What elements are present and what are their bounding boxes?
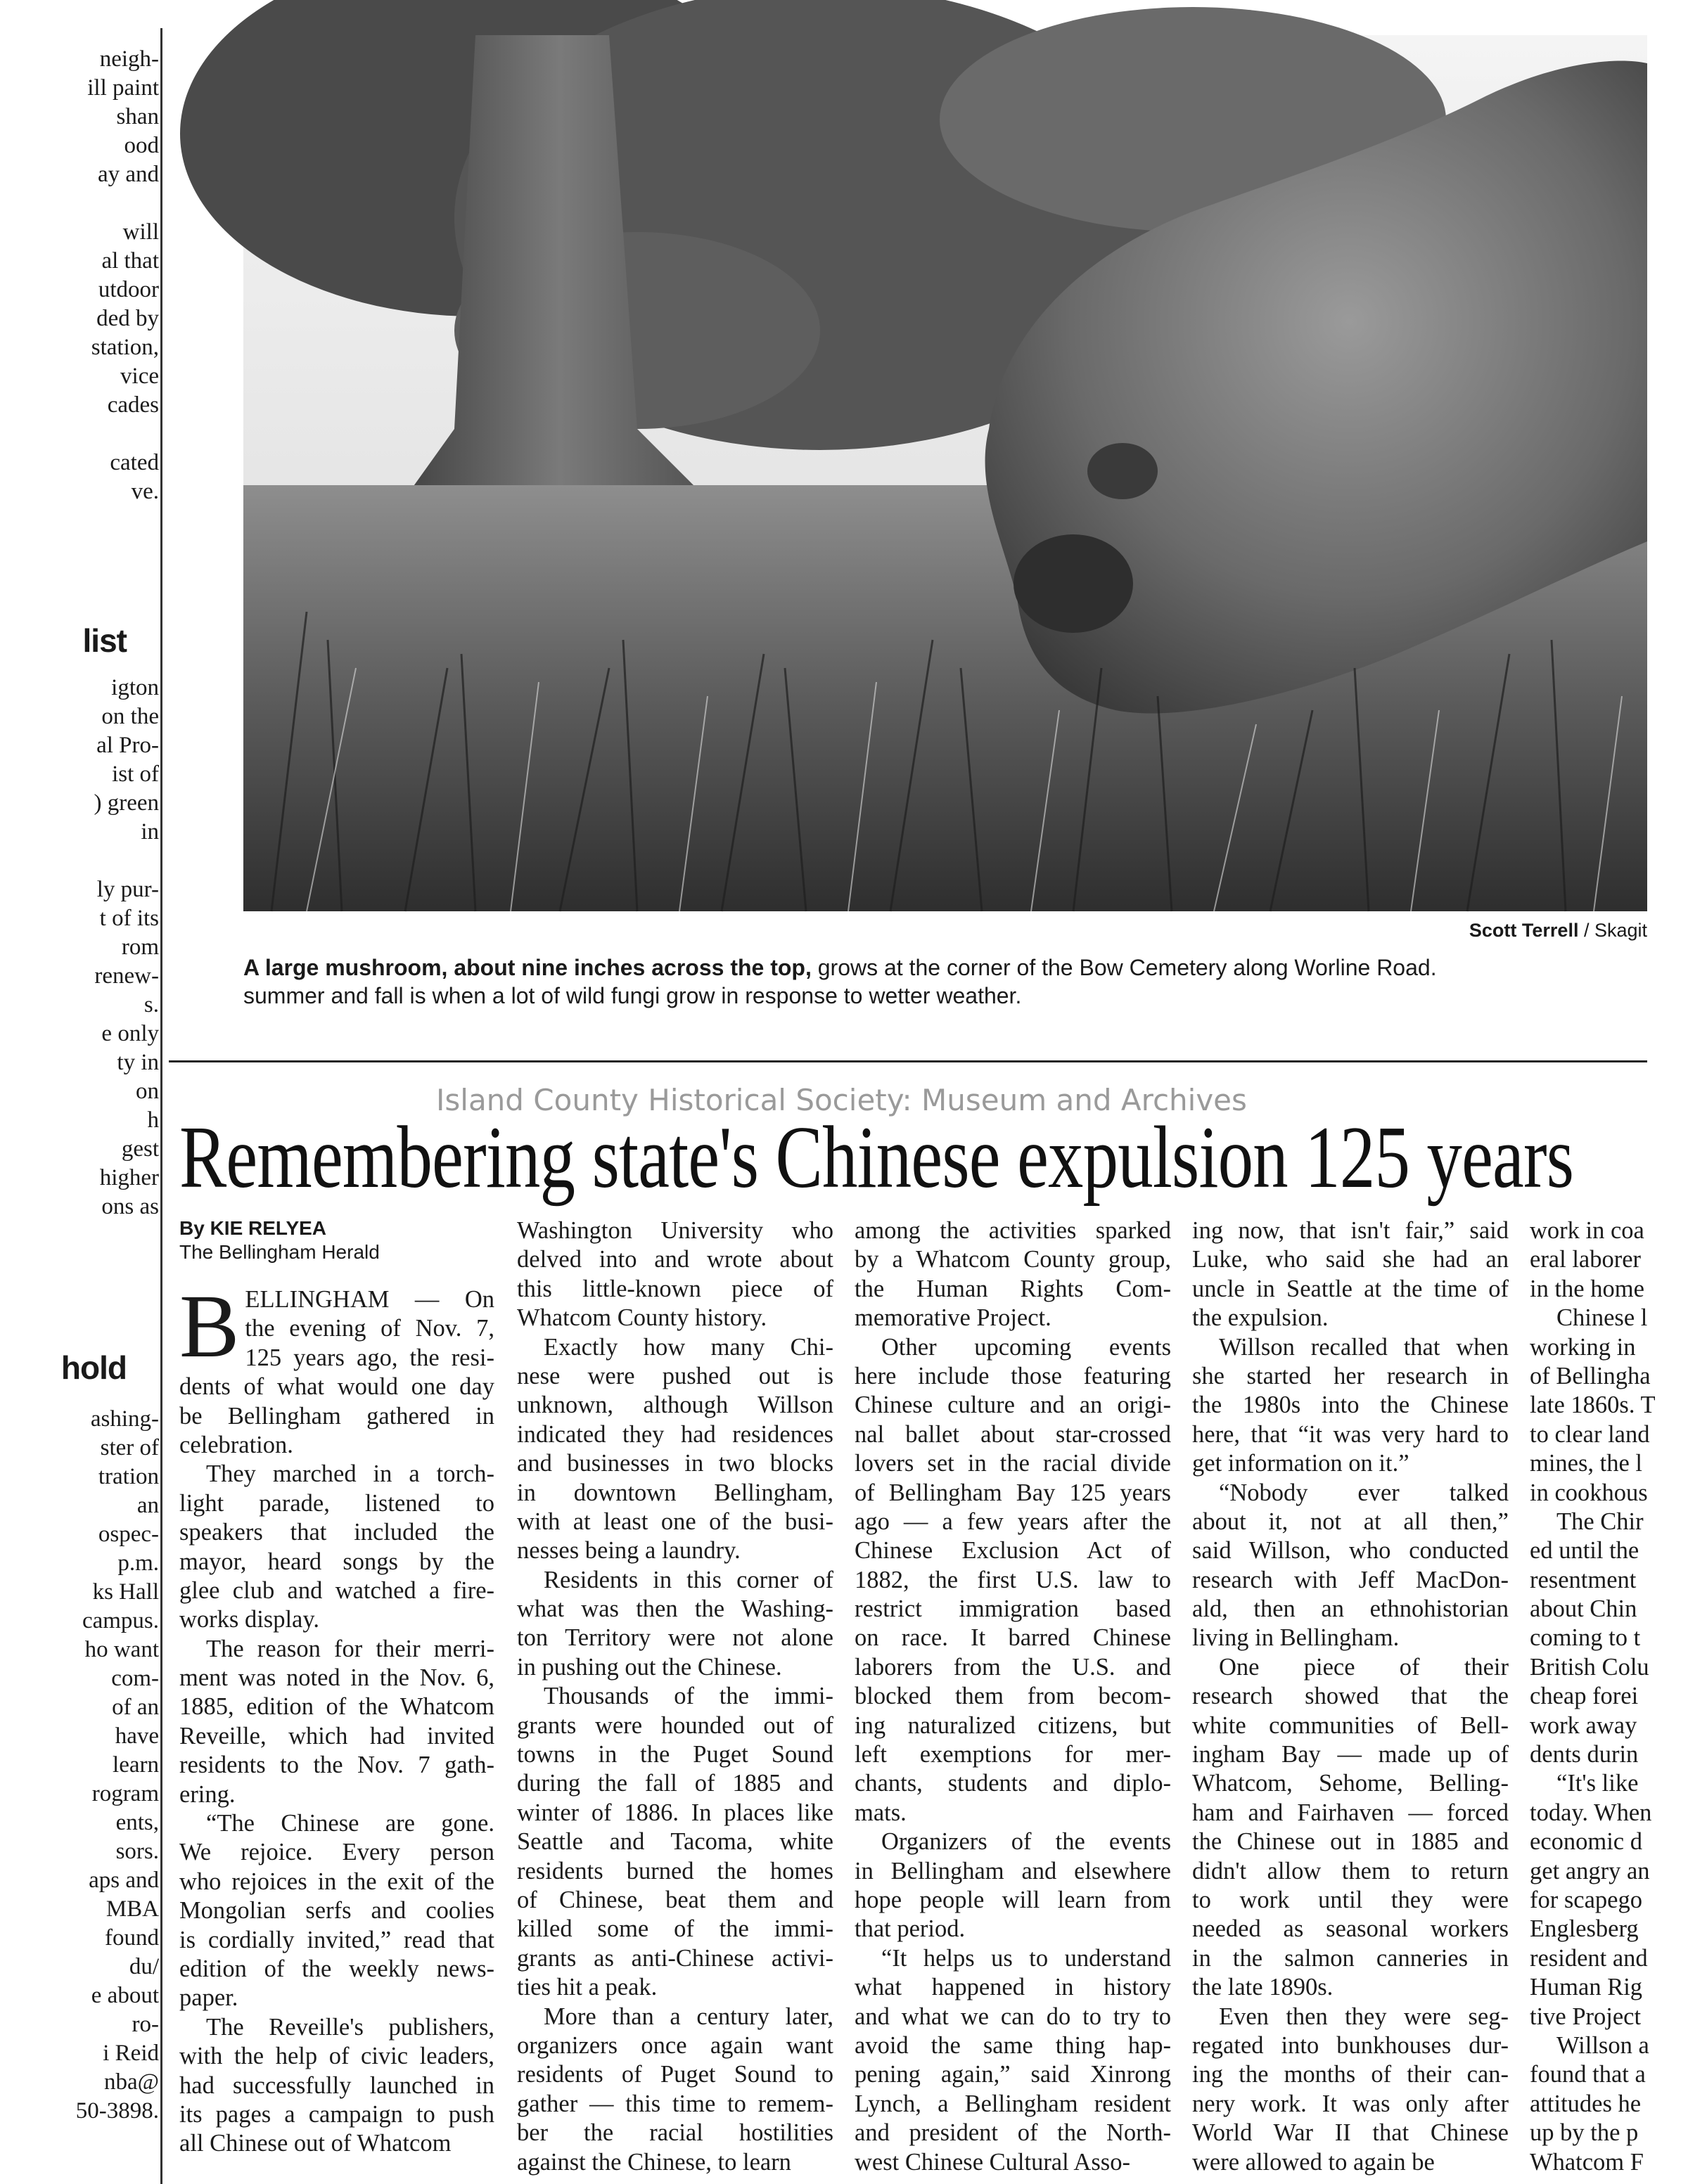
caption-lead: A large mushroom, about nine inches across the top, (243, 955, 812, 980)
article-line: indicated they had residences (517, 1420, 833, 1448)
publication-name: The Bellingham Herald (179, 1241, 380, 1263)
article-line: glee club and watched a fire- (179, 1576, 494, 1604)
article-line: Chinese culture and an origi- (855, 1392, 1171, 1419)
prev-article-line: i Reid (103, 2041, 159, 2066)
drop-cap: B (179, 1276, 240, 1376)
article-line: Whatcom F (1530, 2148, 1644, 2176)
article-line: unknown, although Willson (517, 1392, 833, 1419)
article-line: against the Chinese, to learn (517, 2148, 791, 2176)
article-line: cheap forei (1530, 1683, 1639, 1710)
article-line: nery work. It was only after (1192, 2090, 1509, 2117)
article-line: nese were pushed out is (517, 1362, 833, 1389)
article-line: light parade, listened to (179, 1489, 494, 1517)
prev-article-line (0, 189, 159, 218)
article-line: what was then the Washing- (517, 1595, 833, 1623)
prev-article-line: nba@ (103, 2069, 159, 2095)
article-line: Even then they were seg- (1219, 2003, 1509, 2030)
prev-article-line: rogram (91, 1781, 159, 1806)
prev-article-line: found (105, 1925, 159, 1951)
article-line: celebration. (179, 1431, 293, 1458)
prev-article-line: campus. (82, 1608, 159, 1633)
article-line: One piece of their (1219, 1653, 1509, 1681)
article-line: pening again,” said Xinrong (855, 2061, 1171, 2088)
prev-article-line: will (122, 219, 159, 245)
article-line: “The Chinese are gone. (206, 1810, 494, 1837)
prev-article-line: t of its (99, 906, 159, 931)
article-line: white communities of Bell- (1192, 1711, 1509, 1739)
article-line: ago — a few years after the (855, 1508, 1171, 1535)
prev-article-block-a (0, 45, 159, 506)
article-line: winter of 1886. In places like (517, 1799, 833, 1826)
article-line: Chinese Exclusion Act of (855, 1537, 1171, 1565)
article-line: attitudes he (1530, 2090, 1642, 2117)
prev-article-line: al Pro- (96, 733, 159, 758)
prev-article-block-b (0, 674, 159, 1221)
prev-article-line: cated (110, 450, 159, 475)
article-line: Englesberg (1530, 1915, 1639, 1943)
article-line: needed as seasonal workers (1192, 1915, 1509, 1943)
article-line: Whatcom County history. (517, 1304, 767, 1332)
prev-article-line: aps and (89, 1868, 159, 1893)
prev-article-line: neigh- (99, 46, 159, 72)
article-line: ing naturalized citizens, but (855, 1711, 1171, 1739)
article-line: The Chir (1556, 1508, 1644, 1535)
photo-credit (1435, 920, 1647, 942)
article-line: the late 1890s. (1192, 1974, 1334, 2001)
article-line: The Reveille's publishers, (206, 2013, 494, 2041)
prev-article-line: du/ (129, 1954, 159, 1979)
article-line: ed until the (1530, 1537, 1639, 1565)
article-column-5 (1530, 1216, 1656, 2184)
article-line: Exactly how many Chi- (544, 1333, 833, 1361)
column-text (1192, 1216, 1509, 2177)
prev-article-line: of an (112, 1695, 159, 1720)
prev-article-line: vice (120, 364, 159, 389)
article-line: resident and (1530, 1944, 1648, 1972)
article-line: in pushing out the Chinese. (517, 1653, 782, 1681)
mushroom-photo (243, 35, 1647, 911)
article-line: in the salmon canneries in (1192, 1944, 1509, 1972)
caption-text: grows at the corner of the Bow Cemetery along Worline Road. (811, 955, 1437, 980)
article-line: dents of what would one day (179, 1373, 494, 1401)
prev-article-line: ster of (100, 1435, 159, 1460)
article-line: today. When (1530, 1799, 1652, 1826)
prev-article-line: cades (107, 392, 159, 418)
prev-article-line: igton (111, 675, 159, 700)
article-line: uncle in Seattle at the time of (1192, 1275, 1509, 1302)
article-line: here, that “it was very hard to (1192, 1420, 1509, 1448)
article-line: research with Jeff MacDon- (1192, 1566, 1509, 1593)
article-line: organizers once again want (517, 2031, 833, 2059)
prev-article-line: tration (98, 1464, 159, 1489)
article-line: dents durin (1530, 1741, 1639, 1768)
article-line: nal ballet about star-crossed (855, 1420, 1171, 1448)
prev-article-line: in (141, 819, 159, 844)
article-column-3 (855, 1216, 1171, 2184)
article-line: its pages a campaign to push (179, 2100, 494, 2128)
article-line: grants as anti-Chinese activi- (517, 1944, 833, 1972)
archive-watermark: Island County Historical Society: Museum and Archives (436, 1083, 1247, 1117)
prev-article-block-c (0, 1405, 159, 2126)
prev-article-line: ty in (117, 1050, 159, 1075)
article-line: towns in the Puget Sound (517, 1741, 833, 1768)
article-line: work away (1530, 1711, 1637, 1739)
article-line: lovers set in the racial divide (855, 1450, 1171, 1477)
article-line: economic d (1530, 1828, 1642, 1856)
article-line: They marched in a torch- (206, 1460, 494, 1488)
article-line: residents to the Nov. 7 gath- (179, 1752, 494, 1779)
article-line: ald, then an ethnohistorian (1192, 1595, 1509, 1623)
article-line: and president of the North- (855, 2119, 1171, 2147)
article-line: memorative Project. (855, 1304, 1051, 1332)
article-line: Chinese l (1556, 1304, 1648, 1332)
article-line: the Chinese out in 1885 and (1192, 1828, 1509, 1856)
prev-article-line: utdoor (98, 277, 159, 302)
article-line: is cordially invited,” read that (179, 1926, 494, 1953)
article-line: of Chinese, beat them and (517, 1886, 833, 1913)
prev-article-line: e only (101, 1021, 159, 1046)
article-line: of Bellingha (1530, 1362, 1651, 1389)
prev-article-line: ill paint (87, 75, 159, 101)
article-column-1 (179, 1216, 494, 2184)
article-line: Mongolian serfs and coolies (179, 1897, 494, 1925)
article-line: 1885, edition of the Whatcom (179, 1693, 494, 1721)
photographer-name: Scott Terrell (1469, 920, 1579, 941)
article-line: during the fall of 1885 and (517, 1770, 833, 1797)
prev-article-line: ood (124, 133, 159, 158)
article-line: mats. (855, 1799, 907, 1826)
article-line: working in (1530, 1333, 1636, 1361)
prev-article-line: ve. (131, 479, 159, 504)
article-line: ing the months of their can- (1192, 2061, 1509, 2088)
article-line: “It's like (1556, 1770, 1639, 1797)
prev-article-line: MBA (106, 1896, 159, 1922)
article-line: British Colu (1530, 1653, 1649, 1681)
prev-article-line: ly pur- (96, 877, 159, 902)
article-line: We rejoice. Every person (179, 1839, 494, 1866)
article-line: ering. (179, 1780, 236, 1808)
prev-article-line: learn (113, 1752, 159, 1778)
article-line: tive Project (1530, 2003, 1642, 2030)
article-line: World War II that Chinese (1192, 2119, 1509, 2147)
prev-article-line: al that (101, 248, 159, 274)
article-column-2 (517, 1216, 833, 2184)
article-line: that period. (855, 1915, 966, 1943)
article-line: 1882, the first U.S. law to (855, 1566, 1171, 1593)
article-line: to clear land (1530, 1420, 1650, 1448)
prev-article-line: higher (99, 1165, 159, 1190)
article-line: get information on it.” (1192, 1450, 1409, 1477)
article-line: ment was noted in the Nov. 6, (179, 1664, 494, 1692)
article-line: living in Bellingham. (1192, 1624, 1400, 1652)
article-line: ham and Fairhaven — forced (1192, 1799, 1509, 1826)
article-line: “Nobody ever talked (1219, 1479, 1509, 1506)
prev-article-line: on (136, 1079, 159, 1104)
article-line: late 1860s. T (1530, 1392, 1656, 1419)
photo-caption (243, 953, 1647, 1010)
prev-article-line: renew- (94, 963, 159, 989)
article-line: on race. It barred Chinese (855, 1624, 1171, 1652)
article-line: found that a (1530, 2061, 1646, 2088)
article-line: and businesses in two blocks (517, 1450, 833, 1477)
column-text (855, 1216, 1171, 2177)
article-line: ing now, that isn't fair,” said (1192, 1217, 1509, 1244)
article-line: Human Rig (1530, 1974, 1643, 2001)
article-line: Lynch, a Bellingham resident (855, 2090, 1171, 2117)
article-line: ton Territory were not alone (517, 1624, 833, 1652)
article-line: Willson a (1556, 2031, 1649, 2059)
article-line: west Chinese Cultural Asso- (855, 2148, 1130, 2176)
article-line: killed some of the immi- (517, 1915, 833, 1943)
article-line: the expulsion. (1192, 1304, 1329, 1332)
article-line: the evening of Nov. 7, (245, 1315, 494, 1342)
article-line: get angry an (1530, 1857, 1650, 1884)
prev-article-line: sors. (115, 1839, 159, 1864)
column-text (179, 1276, 494, 2159)
article-line: about it, not at all then,” (1192, 1508, 1509, 1535)
article-line: by a Whatcom County group, (855, 1246, 1171, 1273)
article-line: had successfully launched in (179, 2071, 494, 2099)
article-line: didn't allow them to return (1192, 1857, 1509, 1884)
article-line: the Human Rights Com- (855, 1275, 1171, 1302)
article-column-4 (1192, 1216, 1509, 2184)
article-line: about Chin (1530, 1595, 1637, 1623)
article-line: among the activities sparked (855, 1217, 1171, 1244)
prev-article-line: com- (111, 1666, 159, 1691)
prev-article-line: rom (121, 934, 159, 960)
article-line: Residents in this corner of (544, 1566, 833, 1593)
article-line: grants were hounded out of (517, 1711, 833, 1739)
prev-article-line: ks Hall (92, 1579, 159, 1605)
article-line: The reason for their merri- (206, 1635, 494, 1662)
article-line: who rejoices in the exit of the (179, 1868, 494, 1895)
article-line: avoid the same thing hap- (855, 2031, 1171, 2059)
prev-article-line: ents, (115, 1810, 159, 1835)
prev-article-line: ) green (94, 790, 159, 816)
article-line: Whatcom, Sehome, Belling- (1192, 1770, 1509, 1797)
article-line: Organizers of the events (881, 1828, 1171, 1856)
article-line: More than a century later, (544, 2003, 833, 2030)
article-line: in the home (1530, 1275, 1644, 1302)
article-line: to work until they were (1192, 1886, 1509, 1913)
prev-article-heading-list: list (82, 622, 127, 659)
article-line: eral laborer (1530, 1246, 1642, 1273)
article-line: residents burned the homes (517, 1857, 833, 1884)
prev-article-line: ashing- (90, 1406, 159, 1432)
prev-article-line: ded by (96, 306, 159, 331)
article-line: ingham Bay — made up of (1192, 1741, 1509, 1768)
article-line: Washington University who (517, 1217, 833, 1244)
photo-credit-org: / Skagit (1578, 920, 1647, 941)
prev-article-line: have (115, 1723, 159, 1749)
article-line: mayor, heard songs by the (179, 1548, 494, 1575)
article-line: ties hit a peak. (517, 1974, 658, 2001)
article-line: paper. (179, 1984, 238, 2012)
article-line: hope people will learn from (855, 1886, 1171, 1913)
article-line: be Bellingham gathered in (179, 1402, 494, 1430)
article-line: were allowed to again be (1192, 2148, 1435, 2176)
prev-article-heading-hold: hold (60, 1349, 127, 1386)
article-line: delved into and wrote about (517, 1246, 833, 1273)
article-line: Reveille, which had invited (179, 1722, 494, 1749)
prev-article-line: s. (143, 992, 159, 1017)
article-line: and what we can do to try to (855, 2003, 1171, 2030)
article-line: left exemptions for mer- (855, 1741, 1171, 1768)
article-line: in cookhous (1530, 1479, 1648, 1506)
article-line: edition of the weekly news- (179, 1955, 494, 1982)
article-line: in Bellingham and elsewhere (855, 1857, 1171, 1884)
column-rule (160, 28, 162, 2184)
article-line: resentment (1530, 1566, 1637, 1593)
article-line: ELLINGHAM — On (245, 1286, 494, 1313)
article-line: work in coa (1530, 1217, 1644, 1244)
article-line: speakers that included the (179, 1519, 494, 1546)
prev-article-line: ospec- (98, 1522, 159, 1547)
article-line: research showed that the (1192, 1683, 1509, 1710)
prev-article-line: h (147, 1107, 159, 1133)
article-line: she started her research in (1192, 1362, 1509, 1389)
article-line: nesses being a laundry. (517, 1537, 741, 1565)
article-line: here include those featuring (855, 1362, 1171, 1389)
article-line: restrict immigration based (855, 1595, 1171, 1623)
article-line: what happened in history (855, 1974, 1171, 2001)
prev-article-line: ay and (97, 162, 159, 187)
article-line: residents of Puget Sound to (517, 2061, 833, 2088)
article-line: mines, the l (1530, 1450, 1643, 1477)
prev-article-line: gest (121, 1136, 159, 1162)
article-line: in downtown Bellingham, (517, 1479, 833, 1506)
column-text (1530, 1216, 1656, 2177)
article-line: said Willson, who conducted (1192, 1537, 1509, 1565)
byline: By KIE RELYEA (179, 1217, 327, 1239)
prev-article-line: ons as (101, 1194, 159, 1219)
caption-text-line2: summer and fall is when a lot of wild fungi grow in response to wetter weather. (243, 983, 1022, 1008)
article-line: with at least one of the busi- (517, 1508, 833, 1535)
article-line: regated into bunkhouses dur- (1192, 2031, 1509, 2059)
prev-article-line: ho want (84, 1637, 159, 1662)
article-line: Other upcoming events (881, 1333, 1171, 1361)
article-line: 125 years ago, the resi- (245, 1344, 494, 1371)
article-line: for scapego (1530, 1886, 1642, 1913)
prev-article-line: ro- (132, 2012, 159, 2037)
prev-article-line: shan (116, 104, 159, 129)
article-line: the 1980s into the Chinese (1192, 1392, 1509, 1419)
prev-article-line: ist of (112, 762, 159, 787)
article-line: with the help of civic leaders, (179, 2043, 494, 2070)
article-line: ber the racial hostilities (517, 2119, 833, 2147)
prev-article-line: 50-3898. (75, 2098, 159, 2124)
article-line: gather — this time to remem- (517, 2090, 833, 2117)
prev-article-line: an (136, 1493, 159, 1518)
prev-article-line: e about (91, 1983, 159, 2008)
article-line: laborers from the U.S. and (855, 1653, 1171, 1681)
prev-article-line (0, 847, 159, 875)
article-line: Willson recalled that when (1219, 1333, 1509, 1361)
article-line: “It helps us to understand (881, 1944, 1171, 1972)
prev-article-line: station, (91, 335, 159, 360)
article-line: chants, students and diplo- (855, 1770, 1171, 1797)
column-text (517, 1216, 833, 2177)
article-line: all Chinese out of Whatcom (179, 2130, 452, 2157)
article-line: Seattle and Tacoma, white (517, 1828, 833, 1856)
prev-article-line: on the (101, 704, 159, 729)
article-line: blocked them from becom- (855, 1683, 1171, 1710)
article-line: coming to t (1530, 1624, 1641, 1652)
article-line: this little-known piece of (517, 1275, 833, 1302)
section-rule (169, 1060, 1647, 1062)
article-line: Thousands of the immi- (544, 1683, 833, 1710)
previous-article-column (0, 28, 159, 2184)
article-line: Luke, who said she had an (1192, 1246, 1509, 1273)
article-line: up by the p (1530, 2119, 1639, 2147)
article-line: of Bellingham Bay 125 years (855, 1479, 1171, 1506)
headline: Remembering state's Chinese expulsion 125 years (179, 1109, 1574, 1207)
prev-article-line (0, 420, 159, 449)
article-line: works display. (179, 1606, 319, 1633)
prev-article-line: p.m. (117, 1550, 159, 1576)
